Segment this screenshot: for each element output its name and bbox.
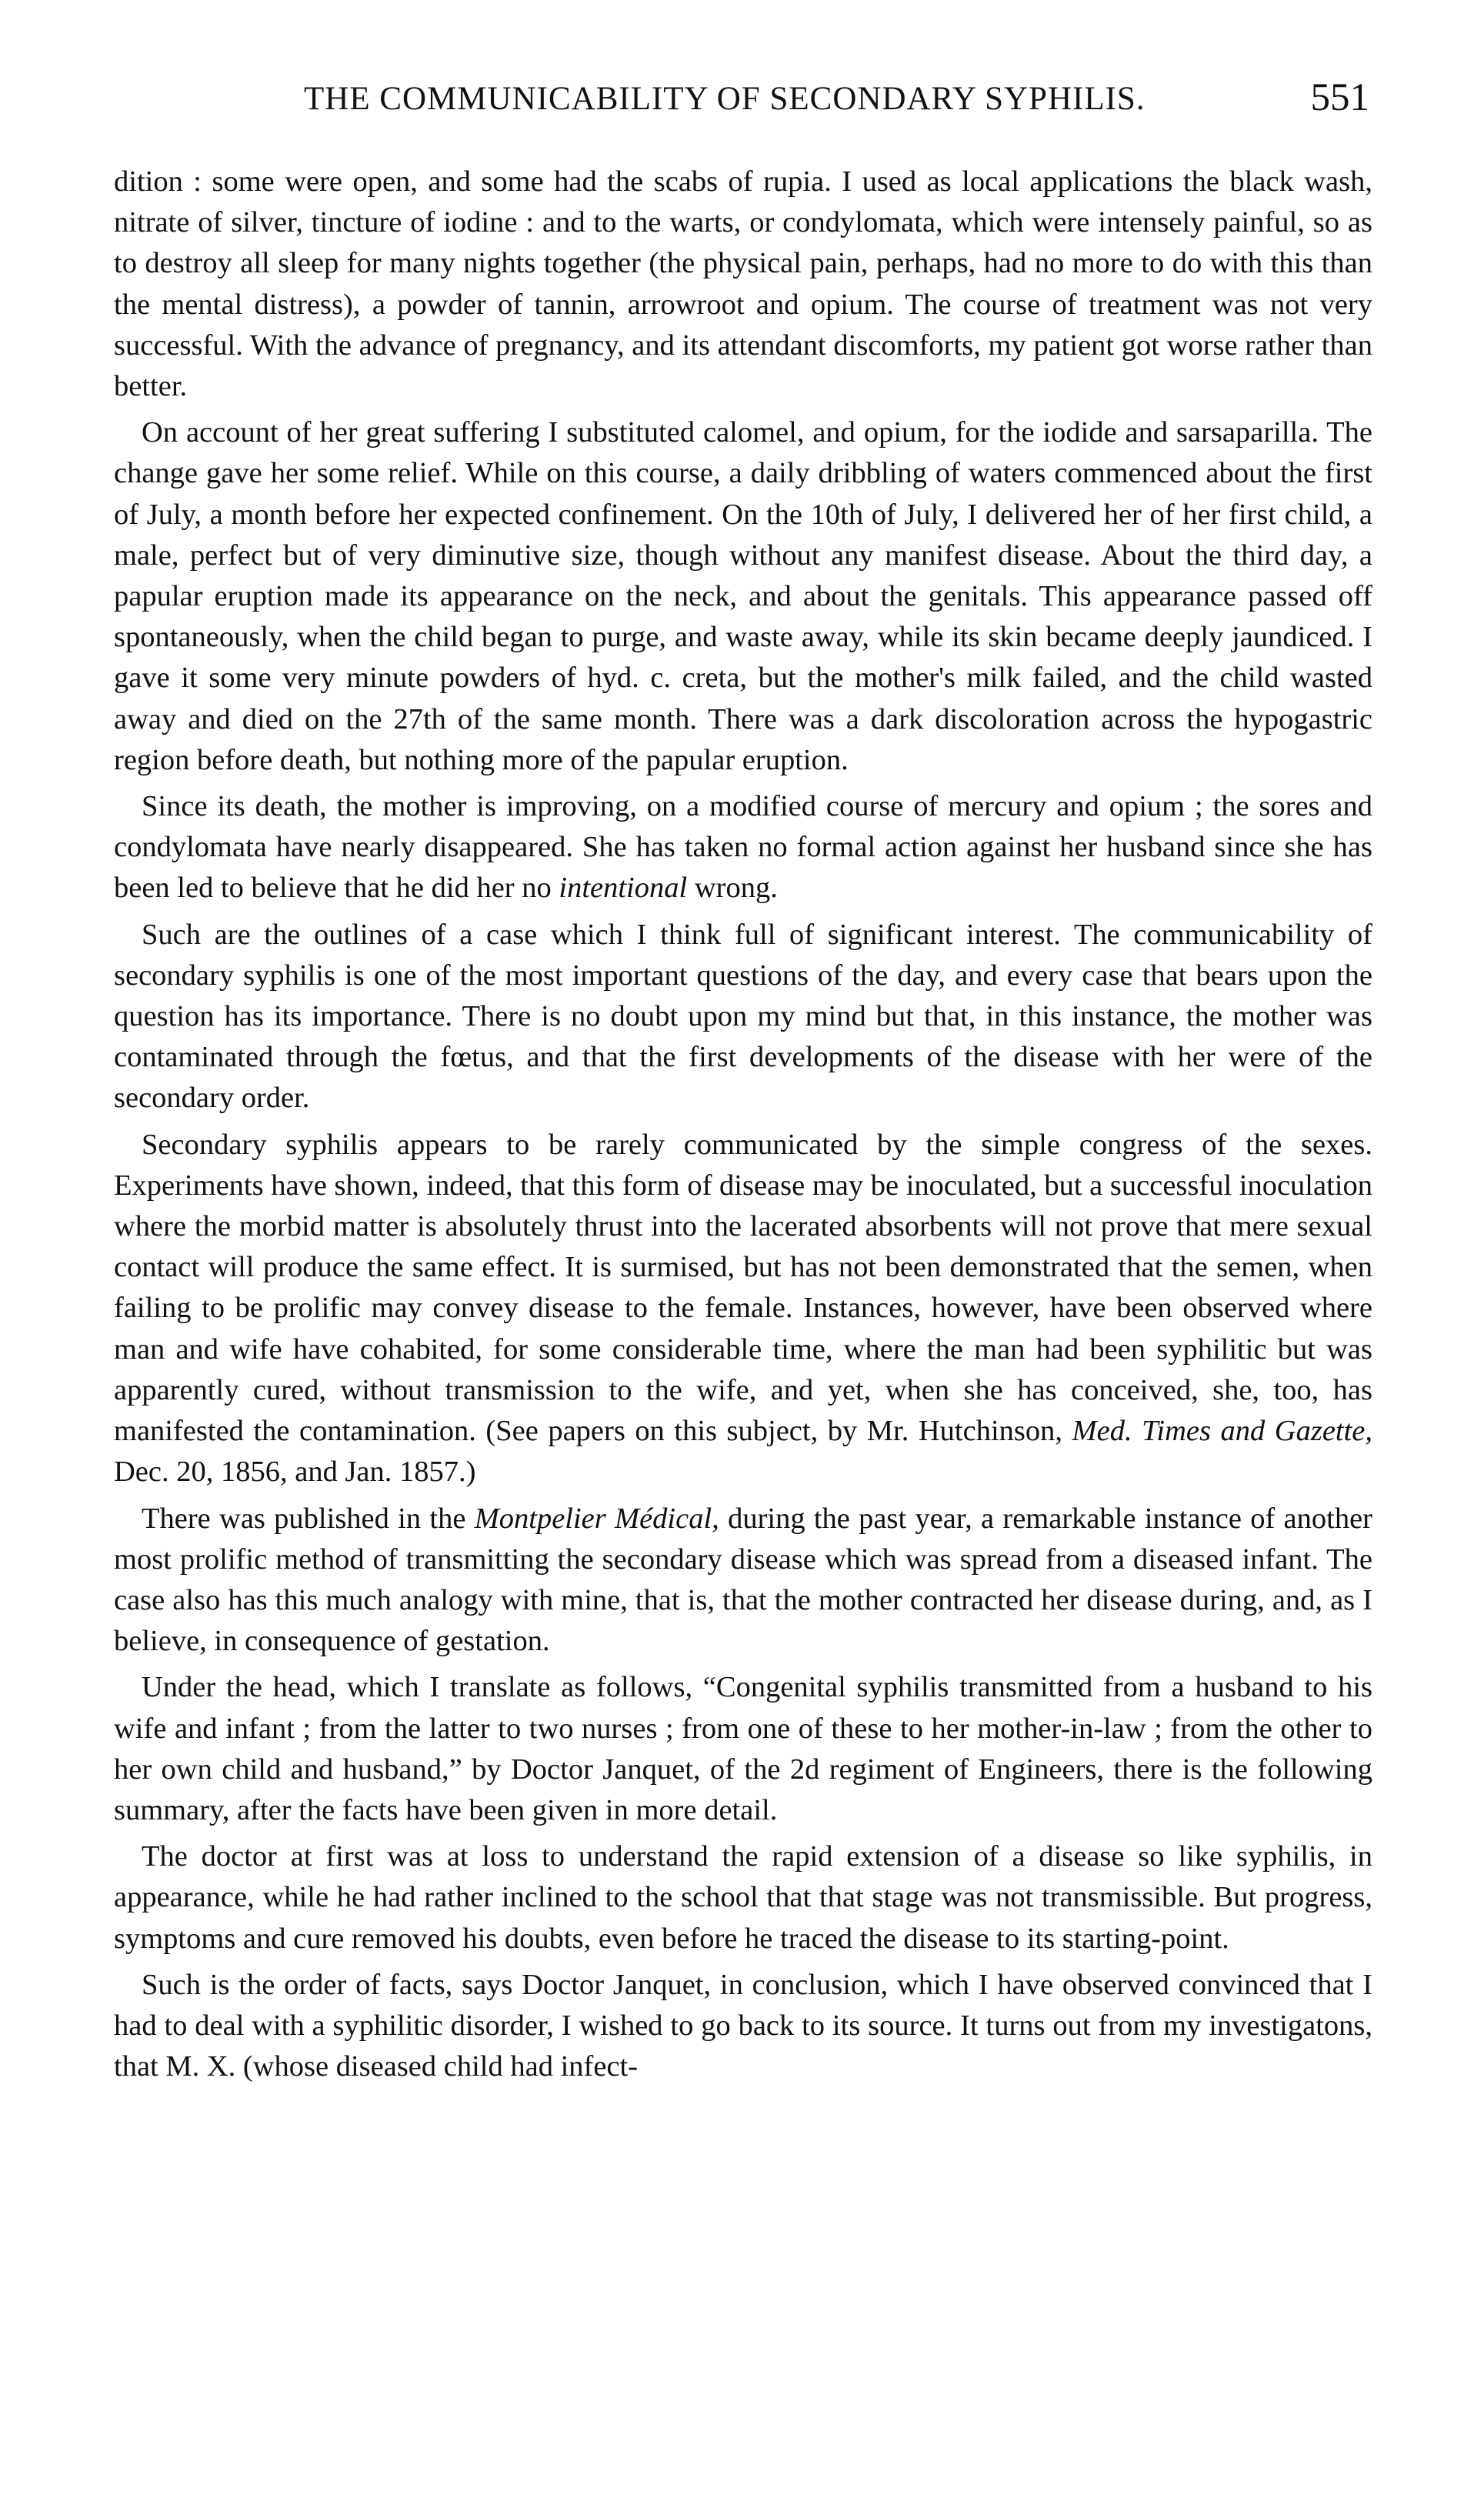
- paragraph-continued: dition : some were open, and some had the scabs of rupia. I used as local applications the black wash, nitrate of silver, tincture of iodine : and to the warts, or condylomata, which were intensely painful, so as to destroy all sleep for many nights together (the physical pain, perhaps, had no more to do with this than the mental distress), a powder of tannin, arrowroot and opium. The course of treatment was not very successful. With the advance of pregnancy, and its attendant discomforts, my patient got worse rather than better.: [114, 165, 1372, 403]
- paragraph: On account of her great suffering I substituted calomel, and opium, for the iodide and sarsaparilla. The change gave her some relief. While on this course, a daily dribbling of waters commenced about the first of July, a month before her expected confinement. On the 10th of July, I delivered her of her first child, a male, perfect but of very diminutive size, though without any manifest disease. About the third day, a papular eruption made its appearance on the neck, and about the genitals. This appearance passed off spontaneously, when the child began to purge, and waste away, while its skin became deeply jaundiced. I gave it some very minute powders of hyd. c. creta, but the mother's milk failed, and the child wasted away and died on the 27th of the same month. There was a dark discoloration across the hypogastric region before death, but nothing more of the papular eruption.: [114, 416, 1372, 776]
- paragraph: Such are the outlines of a case which I think full of significant interest. The communicability of secondary syphilis is one of the most important questions of the day, and every case that bears upon the question has its importance. There is no doubt upon my mind but that, in this instance, the mother was contaminated through the fœtus, and that the first developments of the disease with her were of the secondary order.: [114, 918, 1372, 1115]
- italic-term: intentional: [559, 872, 688, 905]
- paragraph: Under the head, which I translate as follows, “Congenital syphilis transmitted from a husband to his wife and infant ; from the latter to two nurses ; from one of these to her mother-in-law ; from the other to her own child and husband,” by Doctor Janquet, of the 2d regiment of Engineers, there is the following summary, after the facts have been given in more detail.: [114, 1671, 1372, 1826]
- journal-citation: Med. Times and Gazette,: [1072, 1415, 1373, 1448]
- paragraph: The doctor at first was at loss to understand the rapid extension of a disease so like syphilis, in appearance, while he had rather inclined to the school that that stage was not transmissible. But progress, symptoms and cure removed his doubts, even before he traced the disease to its starting-point.: [114, 1840, 1372, 1955]
- paragraph: Such is the order of facts, says Doctor Janquet, in conclusion, which I have observed convinced that I had to deal with a syphilitic disorder, I wished to go back to its source. It turns out from my investigatons, that M. X. (whose diseased child had infect-: [114, 1968, 1372, 2083]
- article-body: [114, 162, 1372, 2093]
- page-header: [115, 75, 1369, 137]
- paragraph: Secondary syphilis appears to be rarely communicated by the simple congress of the sexes. Experiments have shown, indeed, that this form of disease may be inoculated, but a successful inoculation where the morbid matter is absolutely thrust into the lacerated absorbents will not prove that mere sexual contact will produce the same effect. It is surmised, but has not been demonstrated that the semen, when failing to be prolific may convey disease to the female. Instances, however, have been observed where man and wife have cohabited, for some considerable time, where the man had been syphilitic but was apparently cured, without transmission to the wife, and yet, when she has conceived, she, too, has manifested the contamination. (See papers on this subject, by Mr. Hutchinson, Med. Times and Gazette, Dec. 20, 1856, and Jan. 1857.): [114, 1128, 1373, 1489]
- journal-citation: Montpelier Médical,: [474, 1502, 719, 1535]
- running-title: THE COMMUNICABILITY OF SECONDARY SYPHILIS.: [304, 81, 1146, 117]
- paragraph: Since its death, the mother is improving, on a modified course of mercury and opium ; the sores and condylomata have nearly disappeared. She has taken no formal action against her husband since she has been led to believe that he did her no intentional wrong.: [114, 790, 1372, 905]
- paragraph: There was published in the Montpelier Médical, during the past year, a remarkable instance of another most prolific method of transmitting the secondary disease which was spread from a diseased infant. The case also has this much analogy with mine, that is, that the mother contracted her disease during, and, as I believe, in consequence of gestation.: [114, 1502, 1372, 1658]
- page-number: 551: [1310, 76, 1369, 119]
